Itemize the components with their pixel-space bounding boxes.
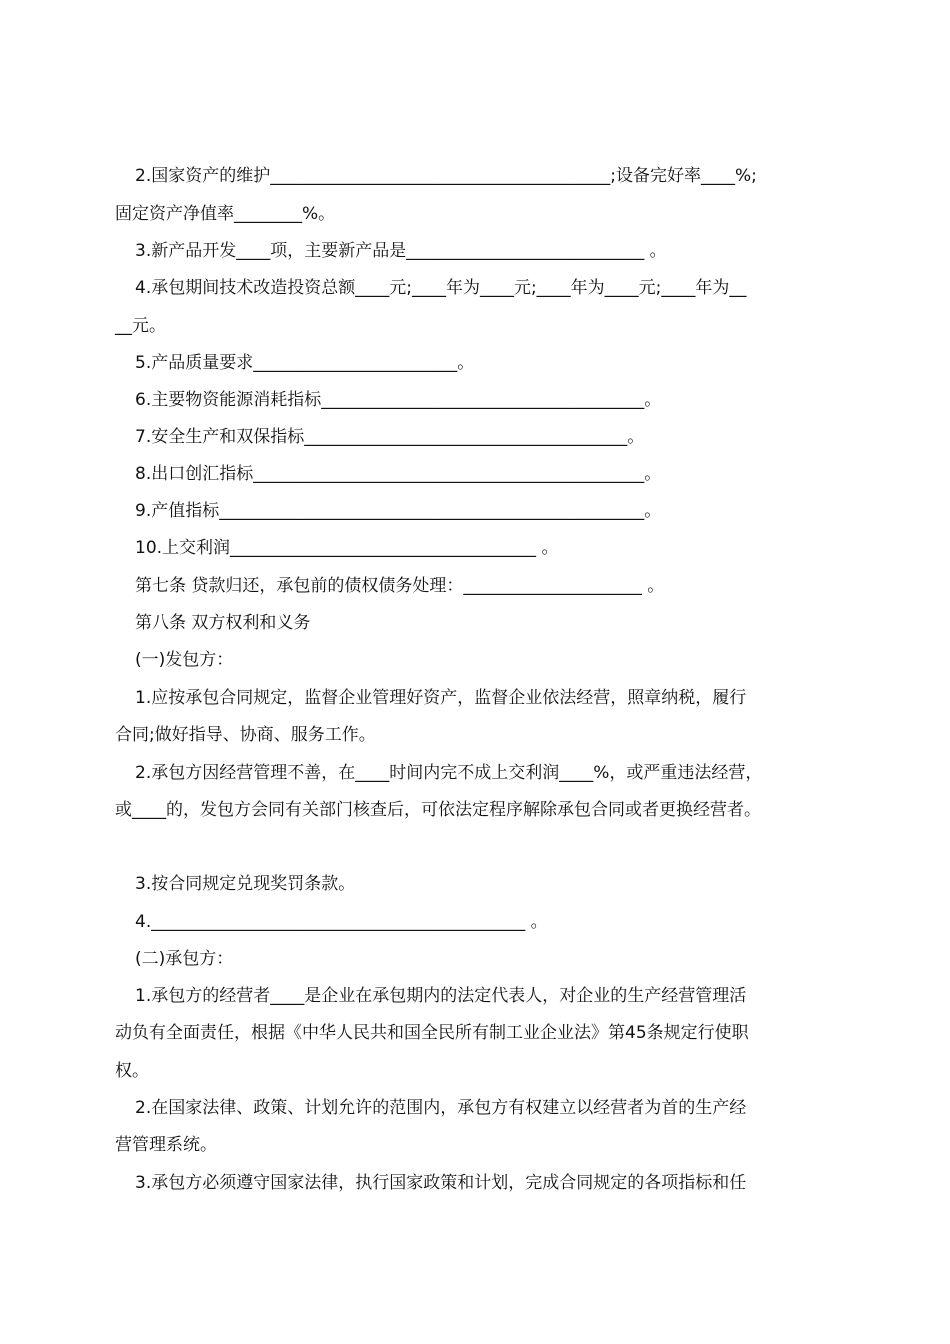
text-line: 动负有全面责任，根据《中华人民共和国全民所有制工业企业法》第45条规定行使职 (115, 1023, 749, 1043)
text-line: 营管理系统。 (115, 1135, 217, 1155)
text-line: 固定资产净值率________%。 (115, 204, 336, 224)
text-line: 5.产品质量要求________________________。 (135, 353, 475, 373)
article-heading: 第八条 双方权利和义务 (135, 613, 311, 633)
text-line: 6.主要物资能源消耗指标______________________________________。 (135, 390, 662, 410)
section-heading: (二)承包方： (135, 949, 234, 969)
text-line: 权。 (115, 1061, 149, 1081)
text-line: 2.在国家法律、政策、计划允许的范围内，承包方有权建立以经营者为首的生产经 (135, 1098, 747, 1118)
text-line: 2.国家资产的维护________________________________________;设备完好率____%; (135, 166, 757, 186)
text-line: 10.上交利润____________________________________ 。 (135, 538, 559, 558)
text-line: 1.承包方的经营者____是企业在承包期内的法定代表人，对企业的生产经营管理活 (135, 986, 747, 1006)
text-line: 4.____________________________________________ 。 (135, 912, 548, 932)
text-line: 合同;做好指导、协商、服务工作。 (115, 725, 376, 745)
text-line: __元。 (115, 316, 166, 336)
article-heading: 第七条 贷款归还，承包前的债权债务处理：_____________________ 。 (135, 576, 665, 596)
text-line: 7.安全生产和双保指标______________________________________。 (135, 427, 645, 447)
text-line: 9.产值指标__________________________________________________。 (135, 501, 662, 521)
text-line: 或____的，发包方会同有关部门核查后，可依法定程序解除承包合同或者更换经营者。 (115, 800, 761, 820)
text-line: 1.应按承包合同规定，监督企业管理好资产，监督企业依法经营，照章纳税，履行 (135, 688, 747, 708)
text-line: 3.新产品开发____项，主要新产品是____________________________ 。 (135, 241, 667, 261)
text-line: 4.承包期间技术改造投资总额____元;____年为____元;____年为____元;____年为__ (135, 278, 747, 298)
section-heading: (一)发包方： (135, 650, 234, 670)
text-line: 2.承包方因经营管理不善，在____时间内完不成上交利润____%，或严重违法经营， (135, 763, 763, 783)
text-line: 3.承包方必须遵守国家法律，执行国家政策和计划，完成合同规定的各项指标和任 (135, 1173, 747, 1193)
text-line: 3.按合同规定兑现奖罚条款。 (135, 874, 356, 894)
text-line: 8.出口创汇指标______________________________________________。 (135, 464, 662, 484)
